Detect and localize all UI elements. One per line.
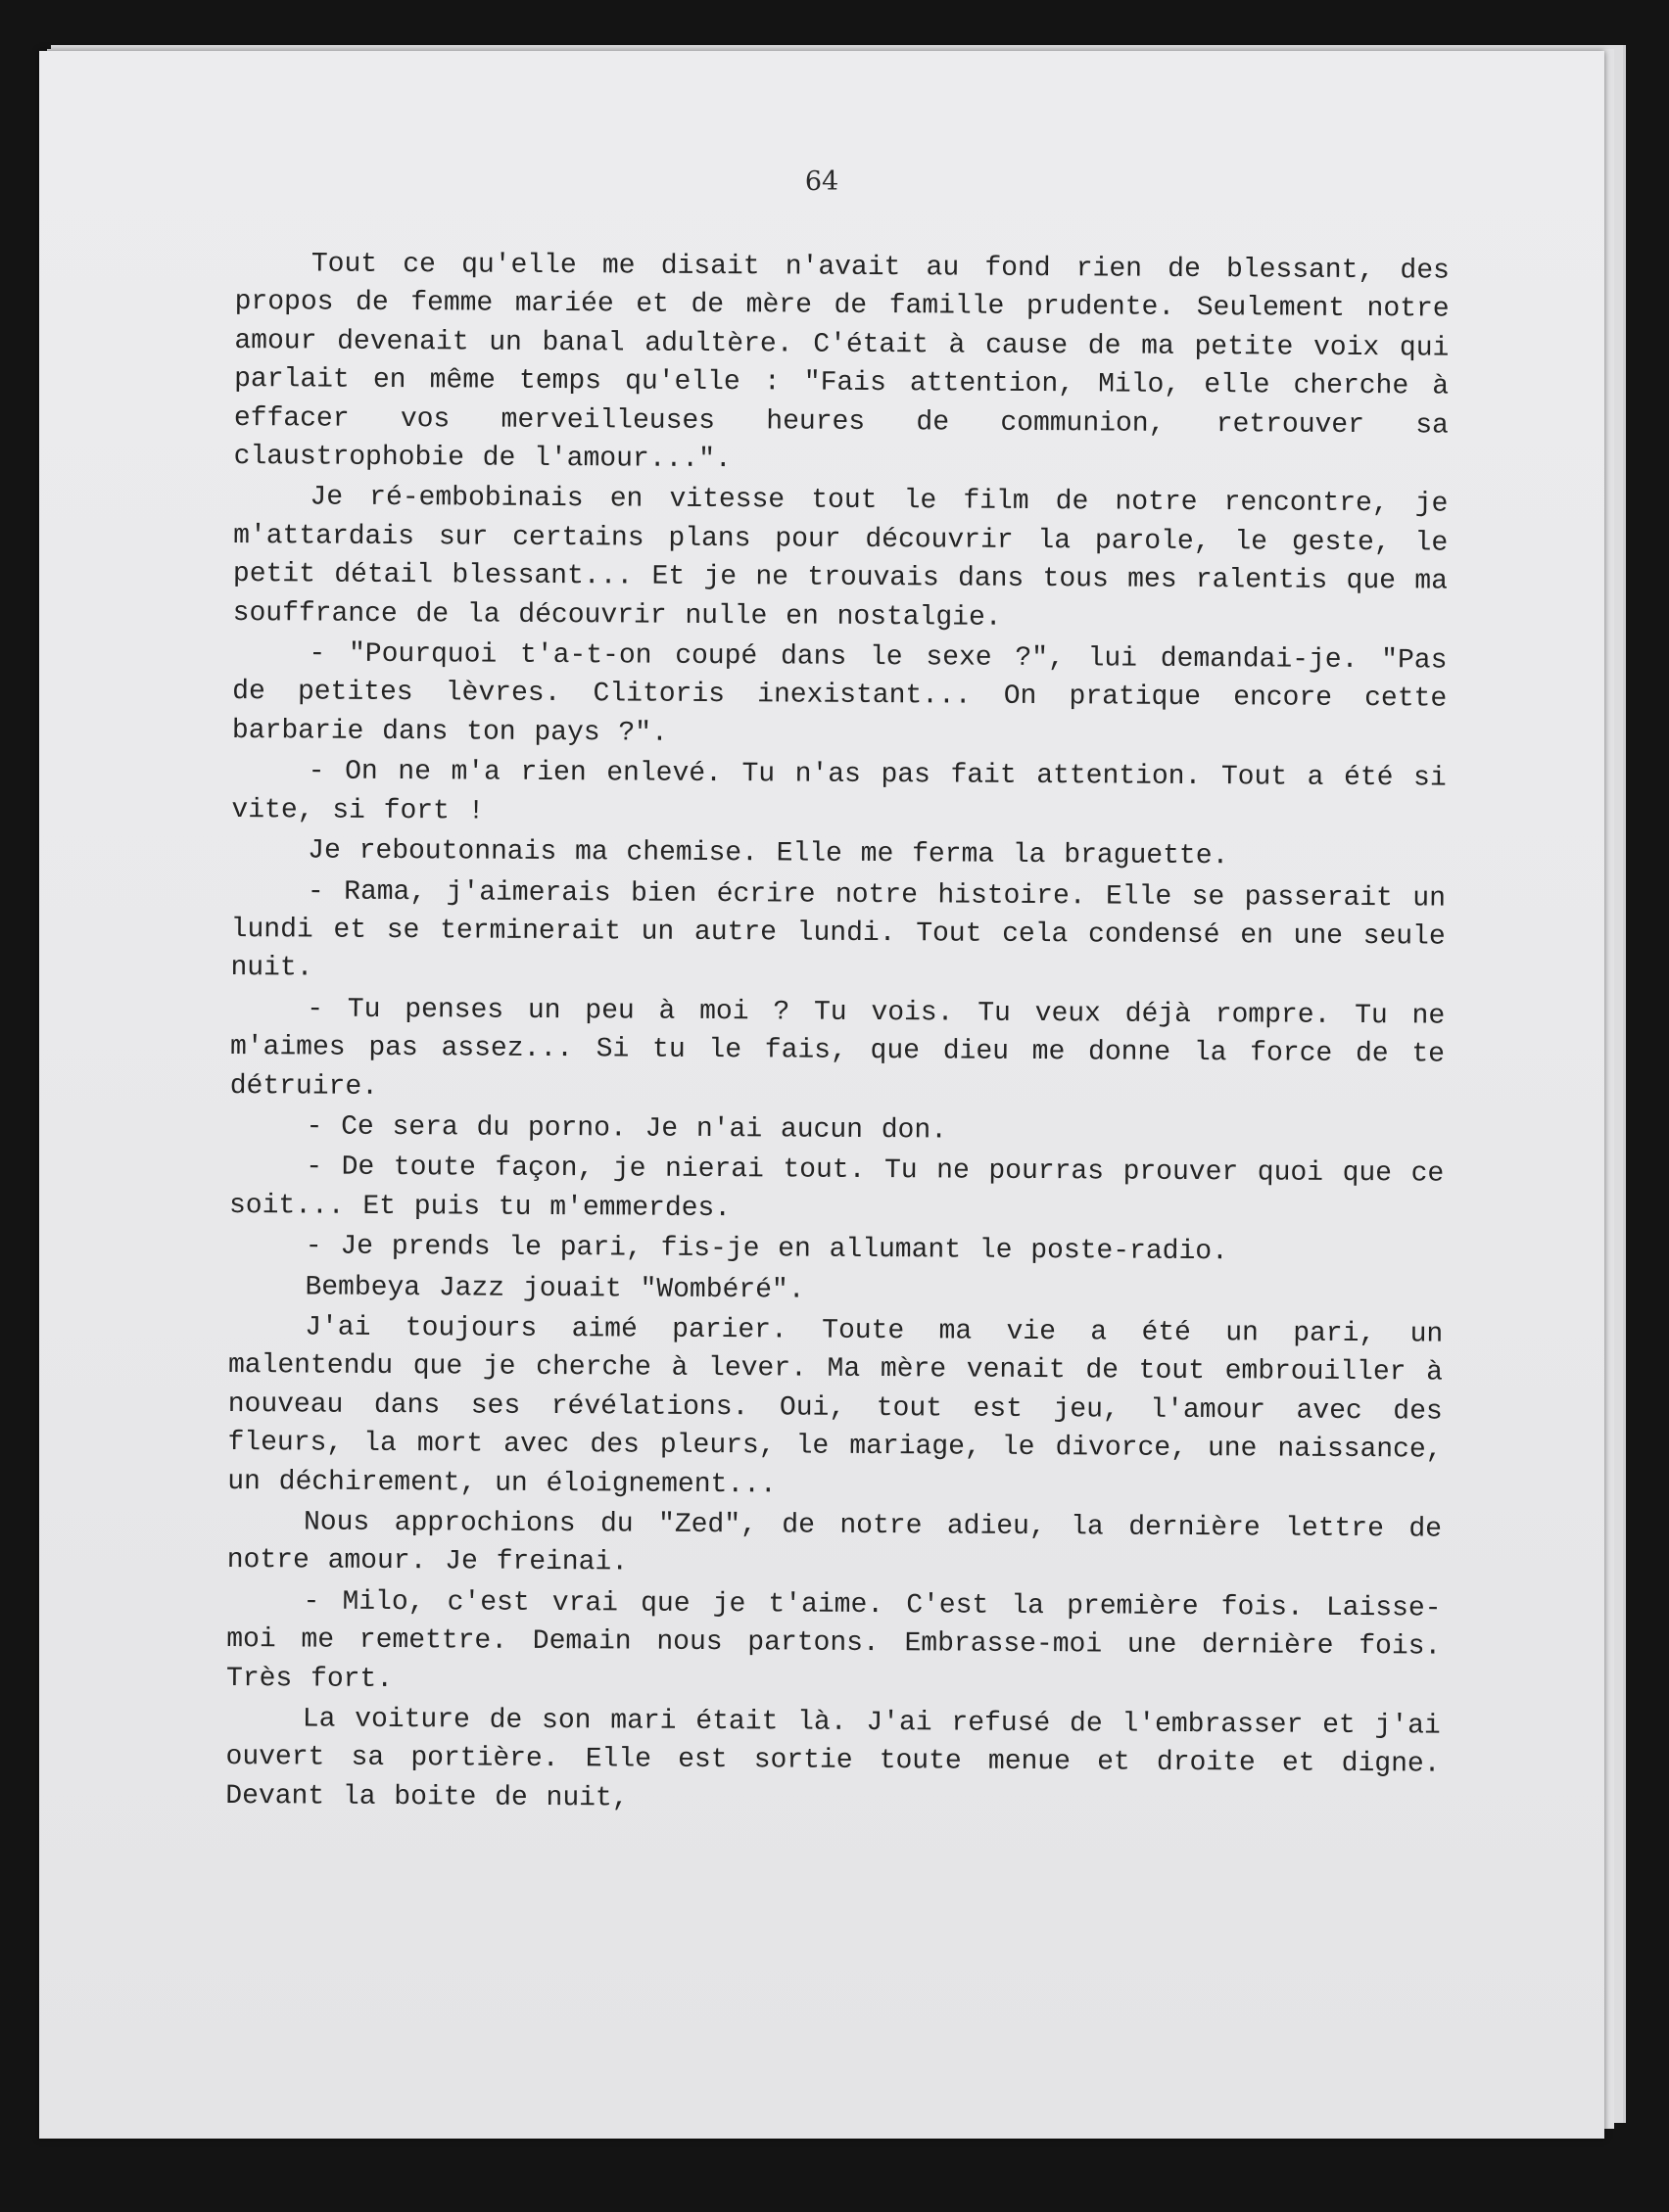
paragraph: Nous approchions du "Zed", de notre adieu, la dernière lettre de notre amour. Je freinai. [226, 1507, 1443, 1578]
paragraph: Je reboutonnais ma chemise. Elle me ferma la braguette. [308, 835, 1229, 872]
page-number: 64 [804, 166, 839, 197]
paragraph: - "Pourquoi t'a-t-on coupé dans le sexe ?", lui demandai-je. "Pas de petites lèvres. Clitoris inexistant... On pratique encore cette barbarie dans ton pays ?". [231, 638, 1448, 749]
paragraph: La voiture de son mari était là. J'ai refusé de l'embrasser et j'ai ouvert sa portière. Elle est sortie toute menue et droite et digne. Devant la boite de nuit, [225, 1704, 1441, 1814]
typed-page [39, 51, 1604, 2139]
paragraph: Je ré-embobinais en vitesse tout le film de notre rencontre, je m'attardais sur certains plans pour découvrir la parole, le geste, le petit détail blessant... Et je ne trouvais dans tous mes ralentis que ma souffrance de la découvrir nulle en nostalgie. [232, 482, 1449, 634]
paragraph: - Rama, j'aimerais bien écrire notre histoire. Elle se passerait un lundi et se terminerait un autre lundi. Tout cela condensé en une seule nuit. [230, 875, 1447, 984]
paragraph: - Ce sera du porno. Je n'ai aucun don. [306, 1111, 948, 1147]
paragraph: - De toute façon, je nierai tout. Tu ne pourras prouver quoi que ce soit... Et puis tu m'emmerdes. [228, 1152, 1445, 1224]
paragraph: - On ne m'a rien enlevé. Tu n'as pas fait attention. Tout a été si vite, si fort ! [231, 756, 1447, 827]
paragraph: - Je prends le pari, fis-je en allumant le poste-radio. [305, 1231, 1228, 1268]
paragraph: - Tu penses un peu à moi ? Tu vois. Tu veux déjà rompre. Tu ne m'aimes pas assez... Si tu le fais, que dieu me donne la force de te détruire. [229, 994, 1446, 1103]
page-body [225, 245, 1450, 1825]
paragraph: Bembeya Jazz jouait "Wombéré". [305, 1272, 805, 1306]
paragraph: J'ai toujours aimé parier. Toute ma vie a été un pari, un malentendu que je cherche à lever. Ma mère venait de tout embrouiller à nouveau dans ses révélations. Oui, tout est jeu, l'amour avec des fleurs, la mort avec des pleurs, le mariage, le divorce, une naissance, un déchirement, un éloignement... [227, 1312, 1444, 1500]
paragraph: - Milo, c'est vrai que je t'aime. C'est la première fois. Laisse-moi me remettre. Demain nous partons. Embrasse-moi une dernière fois. Très fort. [225, 1586, 1442, 1695]
paragraph: Tout ce qu'elle me disait n'avait au fond rien de blessant, des propos de femme mariée et de mère de famille prudente. Seulement notre amour devenait un banal adultère. C'était à cause de ma petite voix qui parlait en même temps qu'elle : "Fais attention, Milo, elle cherche à effacer vos merveilleuses heures de communion, retrouver sa claustrophobie de l'amour...". [233, 249, 1450, 476]
